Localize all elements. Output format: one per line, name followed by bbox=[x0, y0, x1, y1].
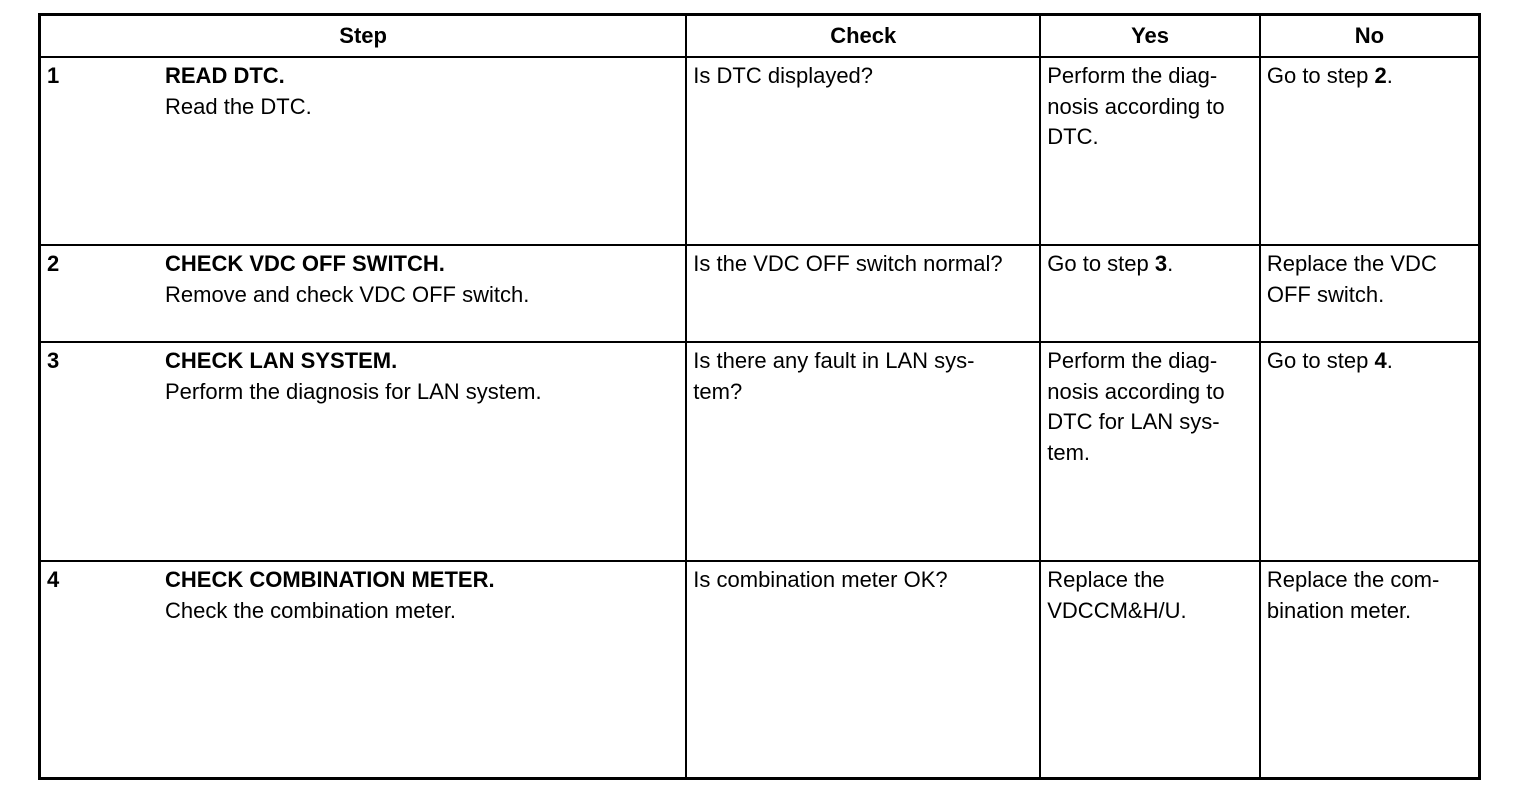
table-row bbox=[40, 342, 1480, 561]
header-step: Step bbox=[40, 15, 687, 58]
check-text: Is DTC displayed? bbox=[693, 63, 874, 88]
yes-suffix: . bbox=[1167, 251, 1174, 276]
no-text: Replace the VDC OFF switch. bbox=[1266, 251, 1437, 307]
step-number: 4 bbox=[47, 567, 60, 592]
no-text: Replace the com- bination meter. bbox=[1266, 567, 1440, 623]
no-suffix: . bbox=[1386, 348, 1393, 373]
step-cell bbox=[40, 561, 687, 779]
check-cell bbox=[686, 245, 1040, 342]
step-description: Check the combination meter. bbox=[165, 597, 457, 623]
no-prefix: Go to step bbox=[1266, 63, 1375, 88]
step-number: 3 bbox=[47, 348, 60, 373]
step-title: CHECK VDC OFF SWITCH. bbox=[165, 251, 445, 276]
step-cell bbox=[40, 57, 687, 245]
no-text bbox=[1261, 58, 1478, 92]
step-body bbox=[165, 58, 685, 122]
yes-cell bbox=[1040, 57, 1260, 245]
step-body bbox=[165, 246, 685, 310]
header-yes: Yes bbox=[1040, 15, 1260, 58]
step-body bbox=[165, 562, 685, 626]
check-text: Is the VDC OFF switch normal? bbox=[693, 251, 1003, 276]
step-title: CHECK COMBINATION METER. bbox=[165, 567, 495, 592]
step-cell bbox=[40, 342, 687, 561]
step-title: READ DTC. bbox=[165, 63, 285, 88]
diagnostic-table bbox=[38, 13, 1481, 780]
step-description: Read the DTC. bbox=[165, 93, 312, 119]
step-description: Perform the diagnosis for LAN system. bbox=[165, 378, 542, 404]
yes-cell bbox=[1040, 245, 1260, 342]
step-reference: 4 bbox=[1374, 348, 1387, 373]
no-text bbox=[1261, 343, 1478, 377]
step-number: 2 bbox=[47, 251, 60, 276]
step-number: 1 bbox=[47, 63, 60, 88]
no-cell bbox=[1260, 57, 1480, 245]
no-cell bbox=[1260, 245, 1480, 342]
table-row bbox=[40, 561, 1480, 779]
table-row bbox=[40, 57, 1480, 245]
step-description: Remove and check VDC OFF switch. bbox=[165, 281, 530, 307]
yes-text: Perform the diag- nosis according to DTC. bbox=[1047, 63, 1225, 149]
yes-cell bbox=[1040, 561, 1260, 779]
no-cell bbox=[1260, 342, 1480, 561]
check-text: Is there any fault in LAN sys- tem? bbox=[693, 348, 975, 404]
step-reference: 2 bbox=[1374, 63, 1387, 88]
no-cell bbox=[1260, 561, 1480, 779]
check-cell bbox=[686, 561, 1040, 779]
step-body bbox=[165, 343, 685, 407]
yes-text: Perform the diag- nosis according to DTC for LAN sys- tem. bbox=[1047, 348, 1225, 465]
yes-cell bbox=[1040, 342, 1260, 561]
no-suffix: . bbox=[1386, 63, 1393, 88]
yes-prefix: Go to step bbox=[1047, 251, 1155, 276]
no-prefix: Go to step bbox=[1266, 348, 1375, 373]
yes-text bbox=[1041, 246, 1259, 280]
table-row bbox=[40, 245, 1480, 342]
check-text: Is combination meter OK? bbox=[693, 567, 948, 592]
step-reference: 3 bbox=[1154, 251, 1168, 276]
header-no: No bbox=[1260, 15, 1480, 58]
step-title: CHECK LAN SYSTEM. bbox=[165, 348, 398, 373]
header-row bbox=[40, 15, 1480, 58]
step-cell bbox=[40, 245, 687, 342]
yes-text: Replace the VDCCM&H/U. bbox=[1047, 567, 1187, 623]
header-check: Check bbox=[686, 15, 1040, 58]
check-cell bbox=[686, 342, 1040, 561]
check-cell bbox=[686, 57, 1040, 245]
